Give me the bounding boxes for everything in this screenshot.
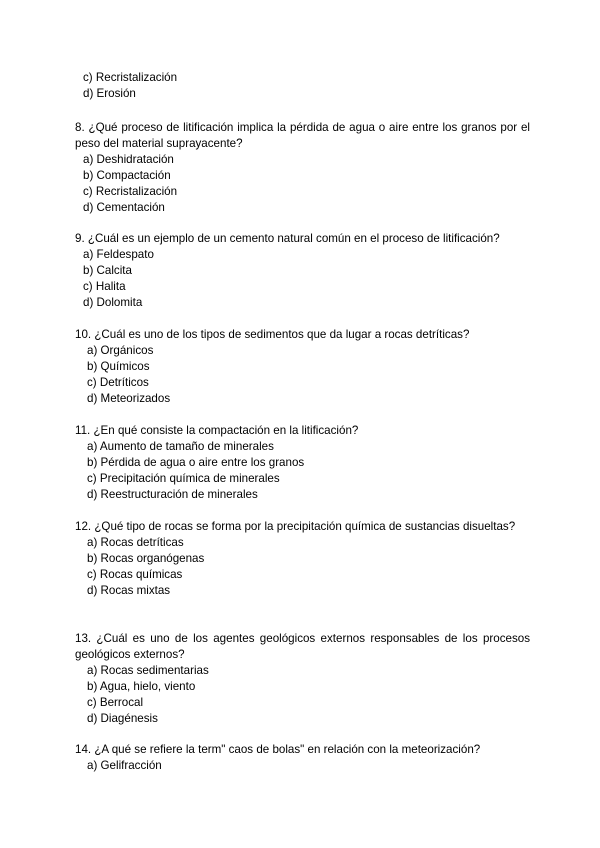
option-c: c) Recristalización bbox=[83, 71, 178, 84]
question-9 bbox=[75, 231, 530, 311]
question-text: 14. ¿A qué se refiere la term" caos de bolas" en relación con la meteorización? bbox=[75, 743, 481, 756]
question-11 bbox=[75, 423, 530, 503]
option-a: a) Orgánicos bbox=[87, 344, 154, 357]
question-8 bbox=[75, 120, 530, 216]
option-d: d) Rocas mixtas bbox=[87, 584, 171, 597]
option-b: b) Agua, hielo, viento bbox=[87, 680, 196, 693]
question-text: 8. ¿Qué proceso de litificación implica la pérdida de agua o aire entre los granos por el peso del material suprayacente? bbox=[75, 121, 530, 150]
question-text: 12. ¿Qué tipo de rocas se forma por la precipitación química de sustancias disueltas? bbox=[75, 520, 516, 533]
option-d: d) Dolomita bbox=[83, 296, 143, 309]
question-text: 10. ¿Cuál es uno de los tipos de sedimentos que da lugar a rocas detríticas? bbox=[75, 328, 470, 341]
option-d: d) Meteorizados bbox=[87, 392, 171, 405]
option-b: b) Calcita bbox=[83, 264, 132, 277]
option-d: d) Reestructuración de minerales bbox=[87, 488, 258, 501]
option-a: a) Deshidratación bbox=[83, 153, 174, 166]
option-b: b) Pérdida de agua o aire entre los granos bbox=[87, 456, 305, 469]
option-b: b) Rocas organógenas bbox=[87, 552, 205, 565]
option-d: d) Diagénesis bbox=[87, 712, 158, 725]
option-d: d) Cementación bbox=[83, 201, 165, 214]
question-12 bbox=[75, 519, 530, 599]
option-d: d) Erosión bbox=[83, 87, 136, 100]
option-c: c) Recristalización bbox=[83, 185, 178, 198]
option-c: c) Rocas químicas bbox=[87, 568, 183, 581]
question-text: 13. ¿Cuál es uno de los agentes geológicos externos responsables de los procesos geológicos externos? bbox=[75, 632, 530, 661]
option-a: a) Gelifracción bbox=[87, 759, 162, 772]
option-c: c) Precipitación química de minerales bbox=[87, 472, 280, 485]
option-b: b) Químicos bbox=[87, 360, 150, 373]
question-text: 9. ¿Cuál es un ejemplo de un cemento natural común en el proceso de litificación? bbox=[75, 232, 500, 245]
option-a: a) Rocas detríticas bbox=[87, 536, 184, 549]
question-text: 11. ¿En qué consiste la compactación en la litificación? bbox=[75, 424, 359, 437]
question-10 bbox=[75, 327, 530, 407]
option-a: a) Rocas sedimentarias bbox=[87, 664, 209, 677]
option-b: b) Compactación bbox=[83, 169, 171, 182]
option-c: c) Detríticos bbox=[87, 376, 149, 389]
question-14 bbox=[75, 742, 530, 774]
option-c: c) Berrocal bbox=[87, 696, 144, 709]
option-a: a) Feldespato bbox=[83, 248, 154, 261]
option-a: a) Aumento de tamaño de minerales bbox=[87, 440, 274, 453]
carryover-options bbox=[75, 70, 530, 102]
question-13 bbox=[75, 631, 530, 727]
option-c: c) Halita bbox=[83, 280, 126, 293]
